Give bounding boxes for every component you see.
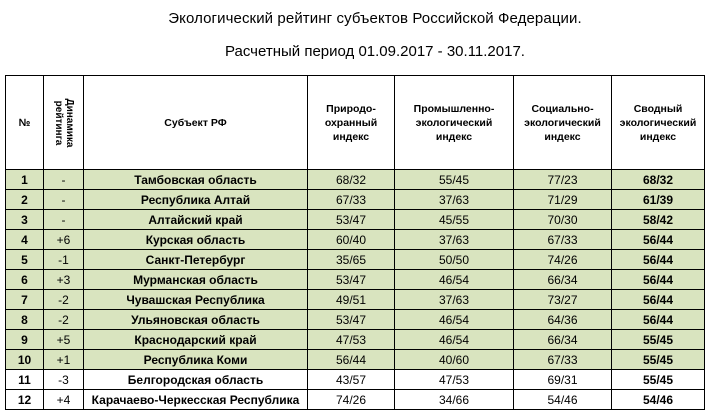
summary-index-cell: 55/45: [612, 370, 705, 390]
header-dynamics: [44, 76, 84, 170]
table-row: [6, 390, 705, 410]
dynamics-cell: +5: [44, 330, 84, 350]
social-index-cell: 54/46: [514, 390, 612, 410]
header-subject: Субъект РФ: [84, 76, 308, 170]
social-index-cell: 64/36: [514, 310, 612, 330]
social-index-cell: 74/26: [514, 250, 612, 270]
nature-index-cell: 68/32: [308, 170, 395, 190]
dynamics-cell: +1: [44, 350, 84, 370]
subject-cell: Республика Коми: [84, 350, 308, 370]
dynamics-cell: -2: [44, 310, 84, 330]
dynamics-cell: -3: [44, 370, 84, 390]
subject-cell: Алтайский край: [84, 210, 308, 230]
social-index-cell: 67/33: [514, 230, 612, 250]
subject-cell: Тамбовская область: [84, 170, 308, 190]
summary-index-cell: 61/39: [612, 190, 705, 210]
table-row: [6, 250, 705, 270]
summary-index-cell: 56/44: [612, 290, 705, 310]
social-index-cell: 71/29: [514, 190, 612, 210]
table-row: [6, 190, 705, 210]
social-index-cell: 69/31: [514, 370, 612, 390]
dynamics-cell: +6: [44, 230, 84, 250]
summary-index-cell: 55/45: [612, 350, 705, 370]
subject-cell: Курская область: [84, 230, 308, 250]
report-period: Расчетный период 01.09.2017 - 30.11.2017.: [225, 43, 525, 60]
subject-cell: Краснодарский край: [84, 330, 308, 350]
industrial-index-cell: 34/66: [395, 390, 514, 410]
dynamics-cell: +4: [44, 390, 84, 410]
header-num: №: [6, 76, 44, 170]
dynamics-cell: -: [44, 210, 84, 230]
dynamics-cell: -: [44, 190, 84, 210]
rank-cell: 11: [6, 370, 44, 390]
table-row: [6, 270, 705, 290]
summary-index-cell: 68/32: [612, 170, 705, 190]
table-row: [6, 310, 705, 330]
nature-index-cell: 74/26: [308, 390, 395, 410]
rank-cell: 9: [6, 330, 44, 350]
subject-cell: Чувашская Республика: [84, 290, 308, 310]
industrial-index-cell: 55/45: [395, 170, 514, 190]
summary-index-cell: 56/44: [612, 310, 705, 330]
rank-cell: 3: [6, 210, 44, 230]
nature-index-cell: 60/40: [308, 230, 395, 250]
industrial-index-cell: 50/50: [395, 250, 514, 270]
dynamics-cell: +3: [44, 270, 84, 290]
report-title: Экологический рейтинг субъектов Российской Федерации.: [168, 10, 582, 27]
subject-cell: Санкт-Петербург: [84, 250, 308, 270]
rank-cell: 8: [6, 310, 44, 330]
header-summary-index: Сводный экологический индекс: [612, 76, 705, 170]
rank-cell: 2: [6, 190, 44, 210]
summary-index-cell: 56/44: [612, 270, 705, 290]
dynamics-cell: -1: [44, 250, 84, 270]
rank-cell: 6: [6, 270, 44, 290]
social-index-cell: 73/27: [514, 290, 612, 310]
subject-cell: Мурманская область: [84, 270, 308, 290]
summary-index-cell: 55/45: [612, 330, 705, 350]
summary-index-cell: 56/44: [612, 230, 705, 250]
industrial-index-cell: 45/55: [395, 210, 514, 230]
rank-cell: 5: [6, 250, 44, 270]
industrial-index-cell: 37/63: [395, 190, 514, 210]
table-row: [6, 290, 705, 310]
table-row: [6, 170, 705, 190]
rank-cell: 12: [6, 390, 44, 410]
subject-cell: Республика Алтай: [84, 190, 308, 210]
summary-index-cell: 54/46: [612, 390, 705, 410]
industrial-index-cell: 47/53: [395, 370, 514, 390]
header-nature-index: Природо- охранный индекс: [308, 76, 395, 170]
rank-cell: 1: [6, 170, 44, 190]
nature-index-cell: 56/44: [308, 350, 395, 370]
subject-cell: Ульяновская область: [84, 310, 308, 330]
table-row: [6, 230, 705, 250]
industrial-index-cell: 46/54: [395, 310, 514, 330]
header-industrial-index: Промышленно- экологический индекс: [395, 76, 514, 170]
industrial-index-cell: 37/63: [395, 290, 514, 310]
table-row: [6, 210, 705, 230]
subject-cell: Карачаево-Черкесская Республика: [84, 390, 308, 410]
header-social-index: Социально- экологический индекс: [514, 76, 612, 170]
table-header-row: [6, 76, 705, 170]
nature-index-cell: 43/57: [308, 370, 395, 390]
table-body: [6, 170, 705, 410]
dynamics-cell: -2: [44, 290, 84, 310]
nature-index-cell: 53/47: [308, 270, 395, 290]
dynamics-cell: -: [44, 170, 84, 190]
rank-cell: 4: [6, 230, 44, 250]
industrial-index-cell: 46/54: [395, 270, 514, 290]
social-index-cell: 67/33: [514, 350, 612, 370]
social-index-cell: 66/34: [514, 270, 612, 290]
social-index-cell: 77/23: [514, 170, 612, 190]
summary-index-cell: 56/44: [612, 250, 705, 270]
nature-index-cell: 35/65: [308, 250, 395, 270]
industrial-index-cell: 40/60: [395, 350, 514, 370]
industrial-index-cell: 46/54: [395, 330, 514, 350]
nature-index-cell: 53/47: [308, 210, 395, 230]
rating-table: [5, 75, 705, 410]
rank-cell: 7: [6, 290, 44, 310]
summary-index-cell: 58/42: [612, 210, 705, 230]
rank-cell: 10: [6, 350, 44, 370]
nature-index-cell: 49/51: [308, 290, 395, 310]
social-index-cell: 70/30: [514, 210, 612, 230]
industrial-index-cell: 37/63: [395, 230, 514, 250]
social-index-cell: 66/34: [514, 330, 612, 350]
nature-index-cell: 53/47: [308, 310, 395, 330]
subject-cell: Белгородская область: [84, 370, 308, 390]
nature-index-cell: 47/53: [308, 330, 395, 350]
table-row: [6, 350, 705, 370]
nature-index-cell: 67/33: [308, 190, 395, 210]
header-dynamics-label: Динамика рейтинга: [52, 98, 75, 147]
table-row: [6, 330, 705, 350]
table-row: [6, 370, 705, 390]
